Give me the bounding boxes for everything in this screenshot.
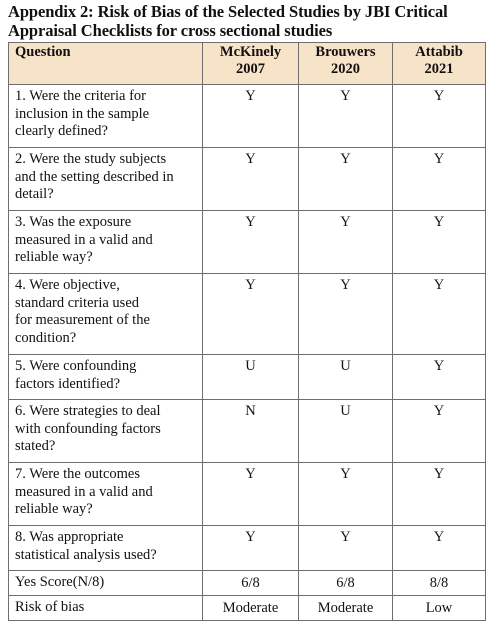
risk-of-bias-row xyxy=(9,596,486,621)
answer-cell: Y xyxy=(393,274,486,355)
study-name: Attabib xyxy=(415,44,463,60)
yes-score-value: 6/8 xyxy=(203,571,299,596)
answer-cell: Y xyxy=(393,85,486,148)
header-study-attabib xyxy=(393,43,486,85)
question-line: factors identified? xyxy=(15,375,121,392)
question-line: measured in a valid and xyxy=(15,231,153,248)
risk-of-bias-table xyxy=(8,42,486,621)
table-caption xyxy=(8,2,485,40)
answer-cell: Y xyxy=(299,148,393,211)
question-cell xyxy=(9,400,203,463)
question-line: stated? xyxy=(15,438,56,454)
question-line: 3. Was the exposure xyxy=(15,214,132,230)
table-row xyxy=(9,355,486,400)
risk-of-bias-value: Moderate xyxy=(203,596,299,621)
table-row xyxy=(9,211,486,274)
question-line: standard criteria used xyxy=(15,294,140,311)
answer-cell: U xyxy=(203,355,299,400)
question-line: reliable way? xyxy=(15,249,93,265)
question-cell xyxy=(9,526,203,571)
header-study-mckinely xyxy=(203,43,299,85)
study-name: Brouwers xyxy=(315,44,376,60)
answer-cell: Y xyxy=(393,148,486,211)
answer-cell: Y xyxy=(299,463,393,526)
answer-cell: Y xyxy=(299,211,393,274)
answer-cell: Y xyxy=(203,463,299,526)
caption-line-2: Appraisal Checklists for cross sectional studies xyxy=(8,21,333,40)
question-line: 1. Were the criteria for xyxy=(15,88,147,104)
question-line: 8. Was appropriate xyxy=(15,529,124,545)
question-line: measured in a valid and xyxy=(15,483,153,500)
study-year: 2020 xyxy=(331,61,360,77)
question-cell xyxy=(9,463,203,526)
study-year: 2007 xyxy=(236,61,265,77)
answer-cell: Y xyxy=(393,463,486,526)
question-line: for measurement of the xyxy=(15,312,150,328)
header-study-brouwers xyxy=(299,43,393,85)
answer-cell: Y xyxy=(393,355,486,400)
answer-cell: Y xyxy=(299,85,393,148)
header-question: Question xyxy=(9,43,203,85)
question-line: and the setting described in xyxy=(15,168,174,185)
question-line: detail? xyxy=(15,186,54,202)
table-row xyxy=(9,85,486,148)
table-row xyxy=(9,526,486,571)
answer-cell: Y xyxy=(393,526,486,571)
question-cell xyxy=(9,355,203,400)
table-row xyxy=(9,463,486,526)
table-row xyxy=(9,400,486,463)
answer-cell: Y xyxy=(203,148,299,211)
caption-line-1: Appendix 2: Risk of Bias of the Selected Studies by JBI Critical xyxy=(8,2,448,21)
answer-cell: N xyxy=(203,400,299,463)
question-cell xyxy=(9,211,203,274)
answer-cell: Y xyxy=(203,274,299,355)
answer-cell: Y xyxy=(393,211,486,274)
table-header-row xyxy=(9,43,486,85)
answer-cell: Y xyxy=(393,400,486,463)
question-line: clearly defined? xyxy=(15,123,108,139)
question-line: 5. Were confounding xyxy=(15,358,137,374)
question-line: statistical analysis used? xyxy=(15,546,157,563)
yes-score-value: 6/8 xyxy=(299,571,393,596)
question-line: inclusion in the sample xyxy=(15,105,150,122)
question-cell xyxy=(9,85,203,148)
risk-of-bias-label: Risk of bias xyxy=(9,596,203,621)
yes-score-row xyxy=(9,571,486,596)
table-row xyxy=(9,274,486,355)
question-line: 6. Were strategies to deal xyxy=(15,403,161,419)
yes-score-label: Yes Score(N/8) xyxy=(9,571,203,596)
answer-cell: Y xyxy=(299,274,393,355)
answer-cell: U xyxy=(299,400,393,463)
answer-cell: Y xyxy=(203,526,299,571)
answer-cell: Y xyxy=(203,211,299,274)
study-year: 2021 xyxy=(424,61,454,77)
study-name: McKinely xyxy=(219,44,282,60)
answer-cell: Y xyxy=(203,85,299,148)
question-line: 4. Were objective, xyxy=(15,277,120,293)
question-line: condition? xyxy=(15,329,77,346)
question-line: 2. Were the study subjects xyxy=(15,151,167,167)
question-line: with confounding factors xyxy=(15,420,161,437)
yes-score-value: 8/8 xyxy=(393,571,486,596)
table-row xyxy=(9,148,486,211)
risk-of-bias-value: Low xyxy=(393,596,486,621)
question-cell xyxy=(9,148,203,211)
question-line: reliable way? xyxy=(15,501,93,517)
question-line: 7. Were the outcomes xyxy=(15,466,140,482)
answer-cell: U xyxy=(299,355,393,400)
risk-of-bias-value: Moderate xyxy=(299,596,393,621)
answer-cell: Y xyxy=(299,526,393,571)
question-cell xyxy=(9,274,203,355)
